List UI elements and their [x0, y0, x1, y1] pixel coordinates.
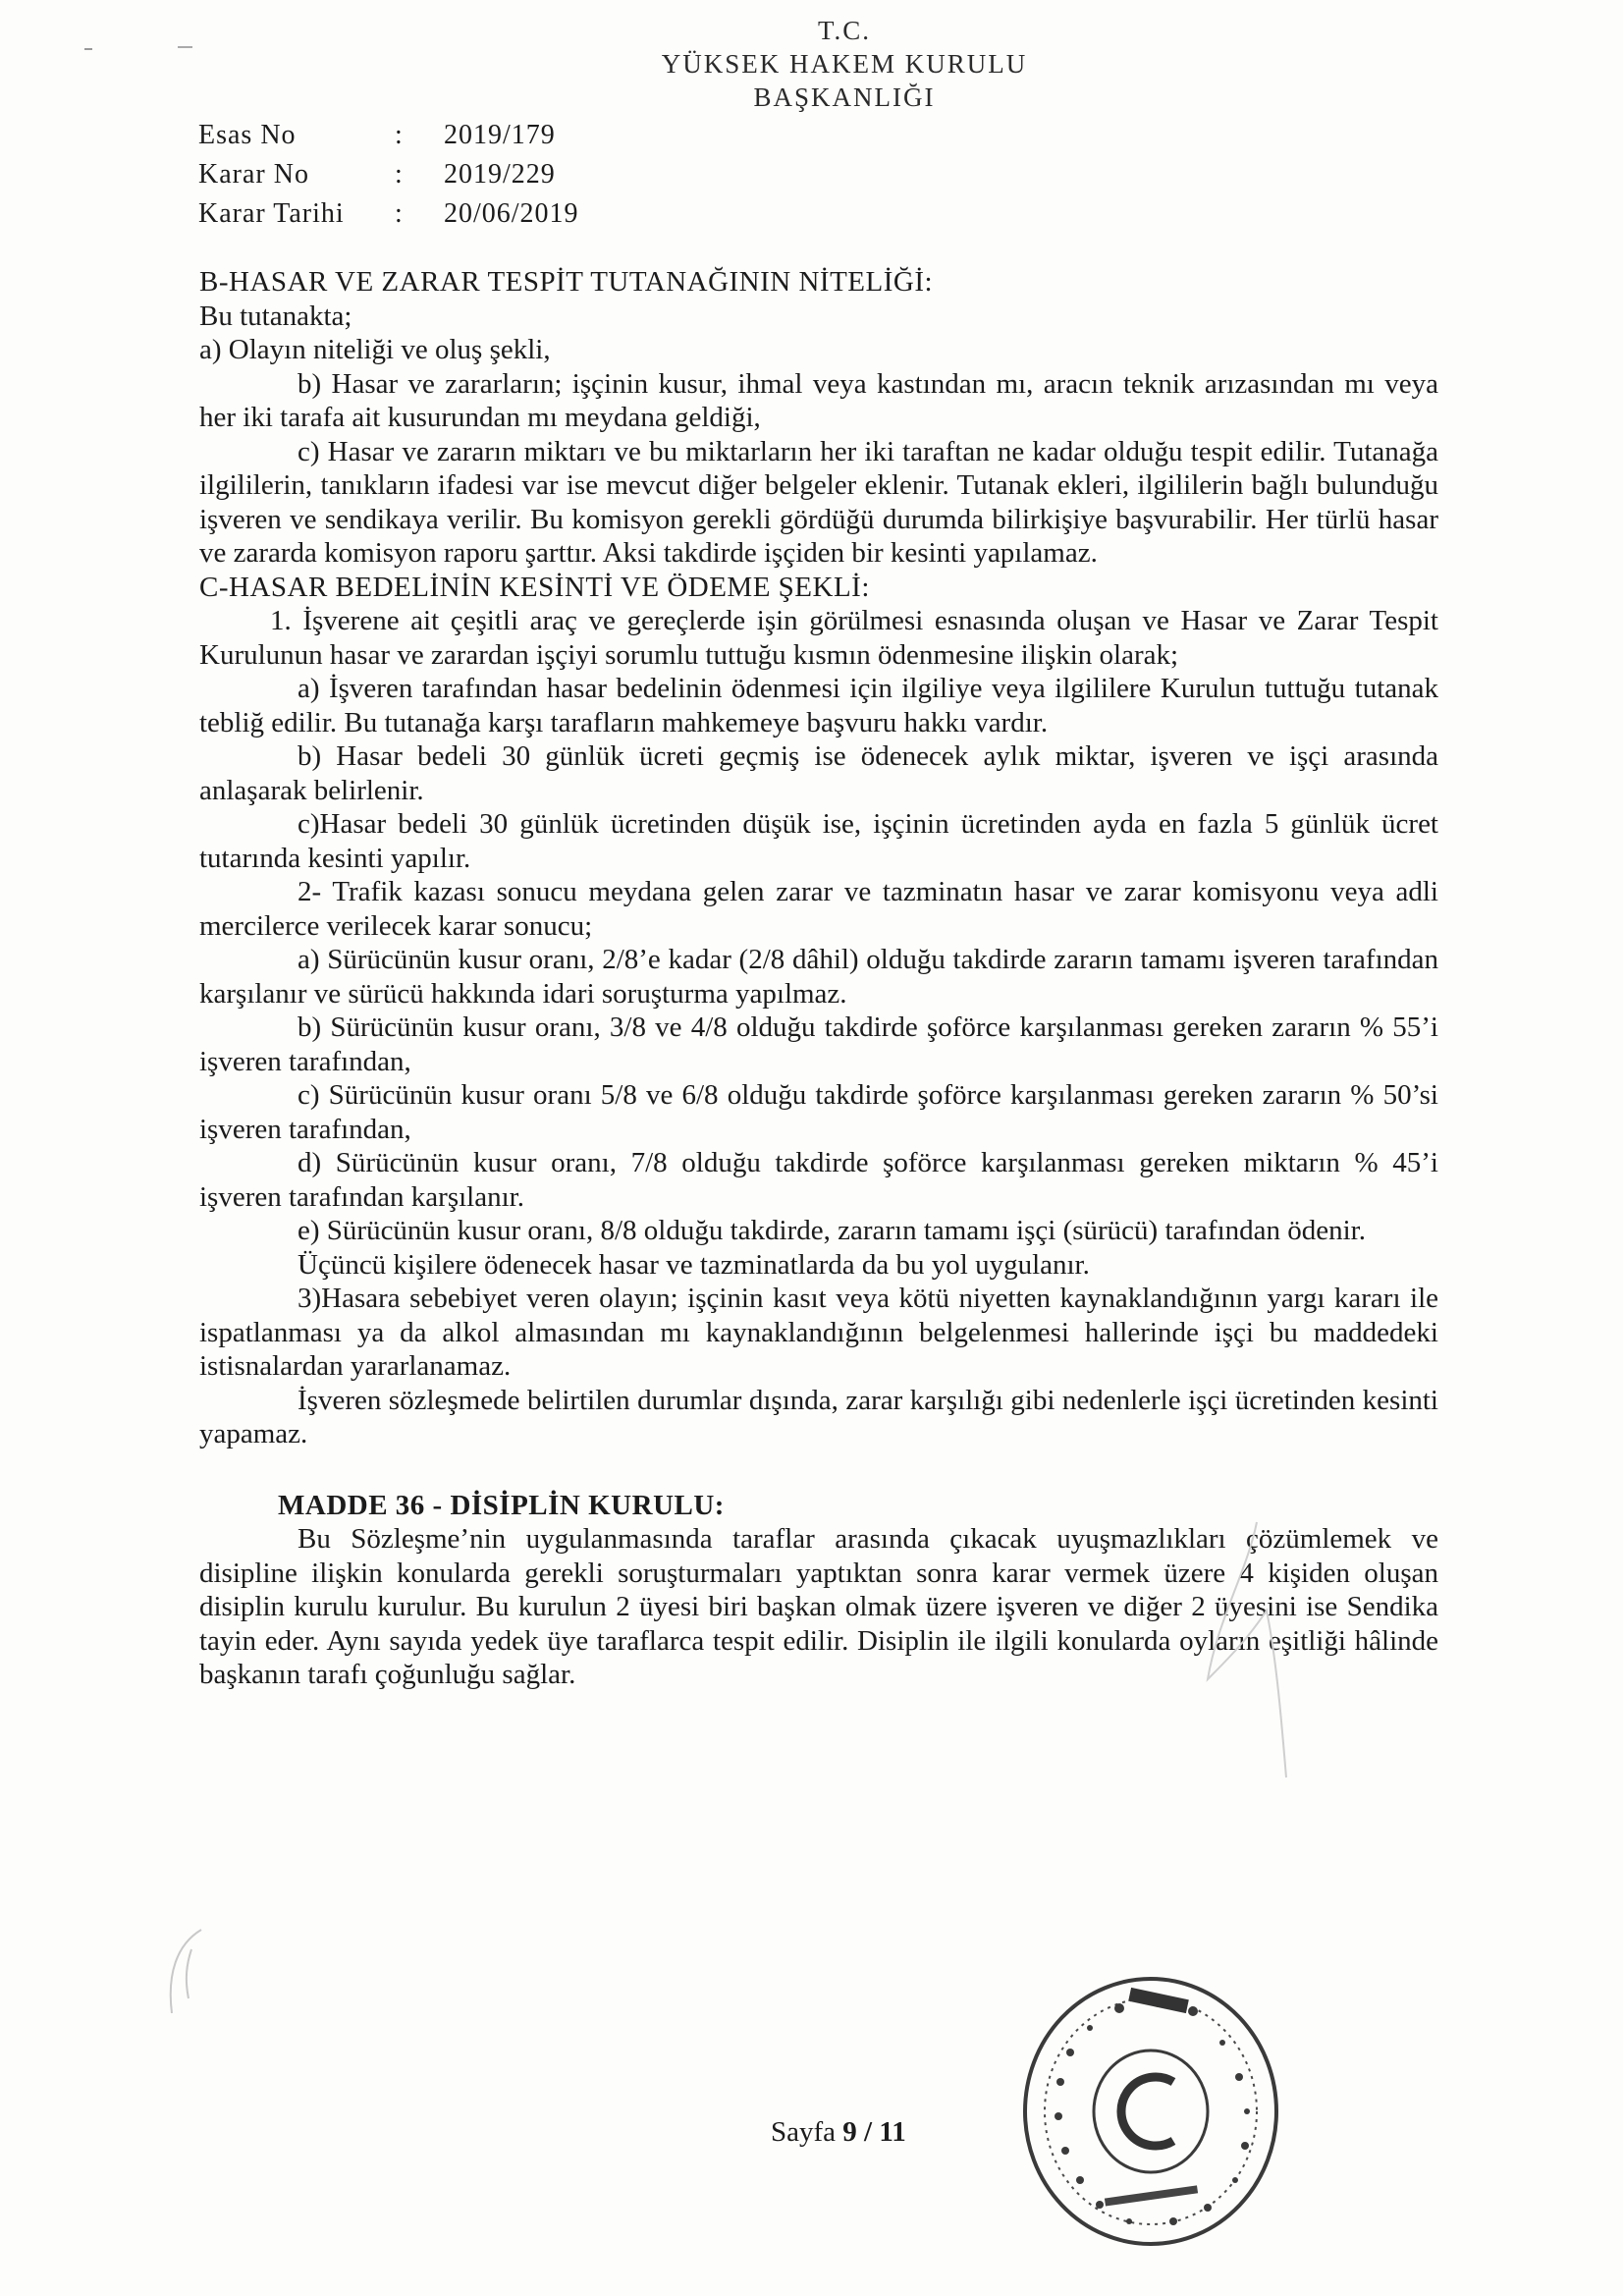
meta-separator: : — [395, 159, 403, 190]
section-c-paragraph-3: 3)Hasara sebebiyet veren olayın; işçinin kasıt veya kötü niyetten kaynaklandığının yargı kararı ile ispatlanması ya da alkol almasından mı kaynaklandığının belgelenmesi hallerinde işçi bu maddedeki istisnalardan yararlanamaz. — [199, 1283, 1438, 1382]
section-c-paragraph-1c: c)Hasar bedeli 30 günlük ücretinden düşük ise, işçinin ücretinden ayda en fazla 5 günlük ücret tutarında kesinti yapılır. — [199, 808, 1438, 874]
margin-scribble — [147, 1920, 226, 2028]
meta-value: 2019/229 — [444, 159, 556, 190]
madde-36-text: Bu Sözleşme’nin uygulanmasında taraflar arasında çıkacak uyuşmazlıkları çözümlemek ve disipline ilişkin konularda gerekli soruşturmaları yaptıktan sonra karar vermek üzere 4 kişiden oluşan disiplin kurulu kurulur. Bu kurulun 2 üyesi biri başkan olmak üzere işveren ve diğer 2 üyesini ise Sendika tayin eder. Aynı sayıda yedek üye taraflarca tespit edilir. Disiplin ile ilgili konularda oyların eşitliği hâlinde başkanın tarafı çoğunluğu sağlar. — [199, 1523, 1438, 1690]
meta-value: 20/06/2019 — [444, 198, 579, 229]
meta-row-esas — [198, 116, 579, 155]
meta-separator: : — [395, 120, 403, 150]
header-line-presidency: BAŞKANLIĞI — [753, 82, 936, 112]
meta-label: Karar No — [198, 159, 309, 190]
spacer — [199, 1451, 1438, 1489]
header-line-institution: YÜKSEK HAKEM KURULU — [661, 49, 1028, 79]
document-body — [199, 265, 1438, 1692]
section-c-paragraph-2e: e) Sürücünün kusur oranı, 8/8 olduğu takdirde, zararın tamamı işçi (sürücü) tarafından ödenir. — [298, 1215, 1366, 1246]
meta-row-karar — [198, 155, 579, 194]
section-c-paragraph-2d: d) Sürücünün kusur oranı, 7/8 olduğu takdirde şoförce karşılanması gereken miktarın % 45’i işveren tarafından karşılanır. — [199, 1147, 1438, 1213]
section-b-item-b: b) Hasar ve zararların; işçinin kusur, ihmal veya kastından mı, aracın teknik arızasından mı veya her iki tarafa ait kusurundan mı meydana geldiği, — [199, 367, 1438, 433]
header-line-tc: T.C. — [818, 16, 871, 45]
meta-value: 2019/179 — [444, 120, 556, 150]
section-c-paragraph-2c: c) Sürücünün kusur oranı 5/8 ve 6/8 olduğu takdirde şoförce karşılanması gereken zararın % 50’si işveren tarafından, — [199, 1079, 1438, 1145]
page-label: Sayfa — [771, 2116, 843, 2148]
section-c-paragraph-4: İşveren sözleşmede belirtilen durumlar dışında, zarar karşılığı gibi nedenlerle işçi ücretinden kesinti yapamaz. — [199, 1384, 1438, 1449]
page-footer — [771, 2116, 906, 2149]
section-c-paragraph-2: 2- Trafik kazası sonucu meydana gelen zarar ve tazminatın hasar ve zarar komisyonu veya adli mercilerce verilecek karar sonucu; — [199, 876, 1438, 942]
section-c-paragraph-2a: a) Sürücünün kusur oranı, 2/8’e kadar (2/8 dâhil) olduğu takdirde zararın tamamı işveren tarafından karşılanır ve sürücü hakkında idari soruşturma yapılmaz. — [199, 944, 1438, 1010]
section-c-paragraph-1: 1. İşverene ait çeşitli araç ve gereçlerde işin görülmesi esnasında oluşan ve Hasar ve Zarar Tespit Kurulunun hasar ve zarardan işçiyi sorumlu tuttuğu kısmın ödenmesine ilişkin olarak; — [199, 605, 1438, 671]
case-meta — [198, 116, 579, 234]
section-c-title: C-HASAR BEDELİNİN KESİNTİ VE ÖDEME ŞEKLİ: — [199, 571, 870, 603]
section-c-paragraph-1b: b) Hasar bedeli 30 günlük ücreti geçmiş ise ödenecek aylık miktar, işveren ve işçi arasında anlaşarak belirlenir. — [199, 740, 1438, 806]
meta-label: Karar Tarihi — [198, 198, 345, 229]
madde-36-title: MADDE 36 - DİSİPLİN KURULU: — [278, 1489, 725, 1521]
section-b-item-a: a) Olayın niteliği ve oluş şekli, — [199, 334, 551, 365]
institution-header — [609, 14, 1080, 114]
section-c-paragraph-2f: Üçüncü kişilere ödenecek hasar ve tazminatlarda da bu yol uygulanır. — [298, 1248, 1090, 1281]
section-b-item-c: c) Hasar ve zararın miktarı ve bu miktarların her iki taraftan ne kadar olduğu tespit edilir. Tutanağa ilgililerin, tanıkların ifadesi var ise mevcut diğer belgeler eklenir. Tutanak ekleri, ilgililerin bağlı bulunduğu işveren ve sendikaya verilir. Bu komisyon gerekli gördüğü durumda bilirkişiye başvurabilir. Her türlü hasar ve zararda komisyon raporu şarttır. Aksi takdirde işçiden bir kesinti yapılamaz. — [199, 435, 1438, 569]
signature-scribble — [1188, 1512, 1325, 1787]
section-c-paragraph-1a: a) İşveren tarafından hasar bedelinin ödenmesi için ilgiliye veya ilgililere Kurulun tuttuğu tutanak tebliğ edilir. Bu tutanağa karşı tarafların mahkemeye başvuru hakkı vardır. — [199, 673, 1438, 738]
section-b-intro: Bu tutanakta; — [199, 300, 352, 332]
official-stamp — [1011, 1964, 1291, 2259]
meta-label: Esas No — [198, 120, 297, 150]
scan-mark — [84, 39, 192, 59]
page-number: 9 / 11 — [842, 2116, 906, 2148]
section-b-title: B-HASAR VE ZARAR TESPİT TUTANAĞININ NİTELİĞİ: — [199, 266, 934, 298]
meta-row-tarih — [198, 194, 579, 234]
section-c-paragraph-2b: b) Sürücünün kusur oranı, 3/8 ve 4/8 olduğu takdirde şoförce karşılanması gereken zararın % 55’i işveren tarafından, — [199, 1011, 1438, 1077]
meta-separator: : — [395, 198, 403, 229]
